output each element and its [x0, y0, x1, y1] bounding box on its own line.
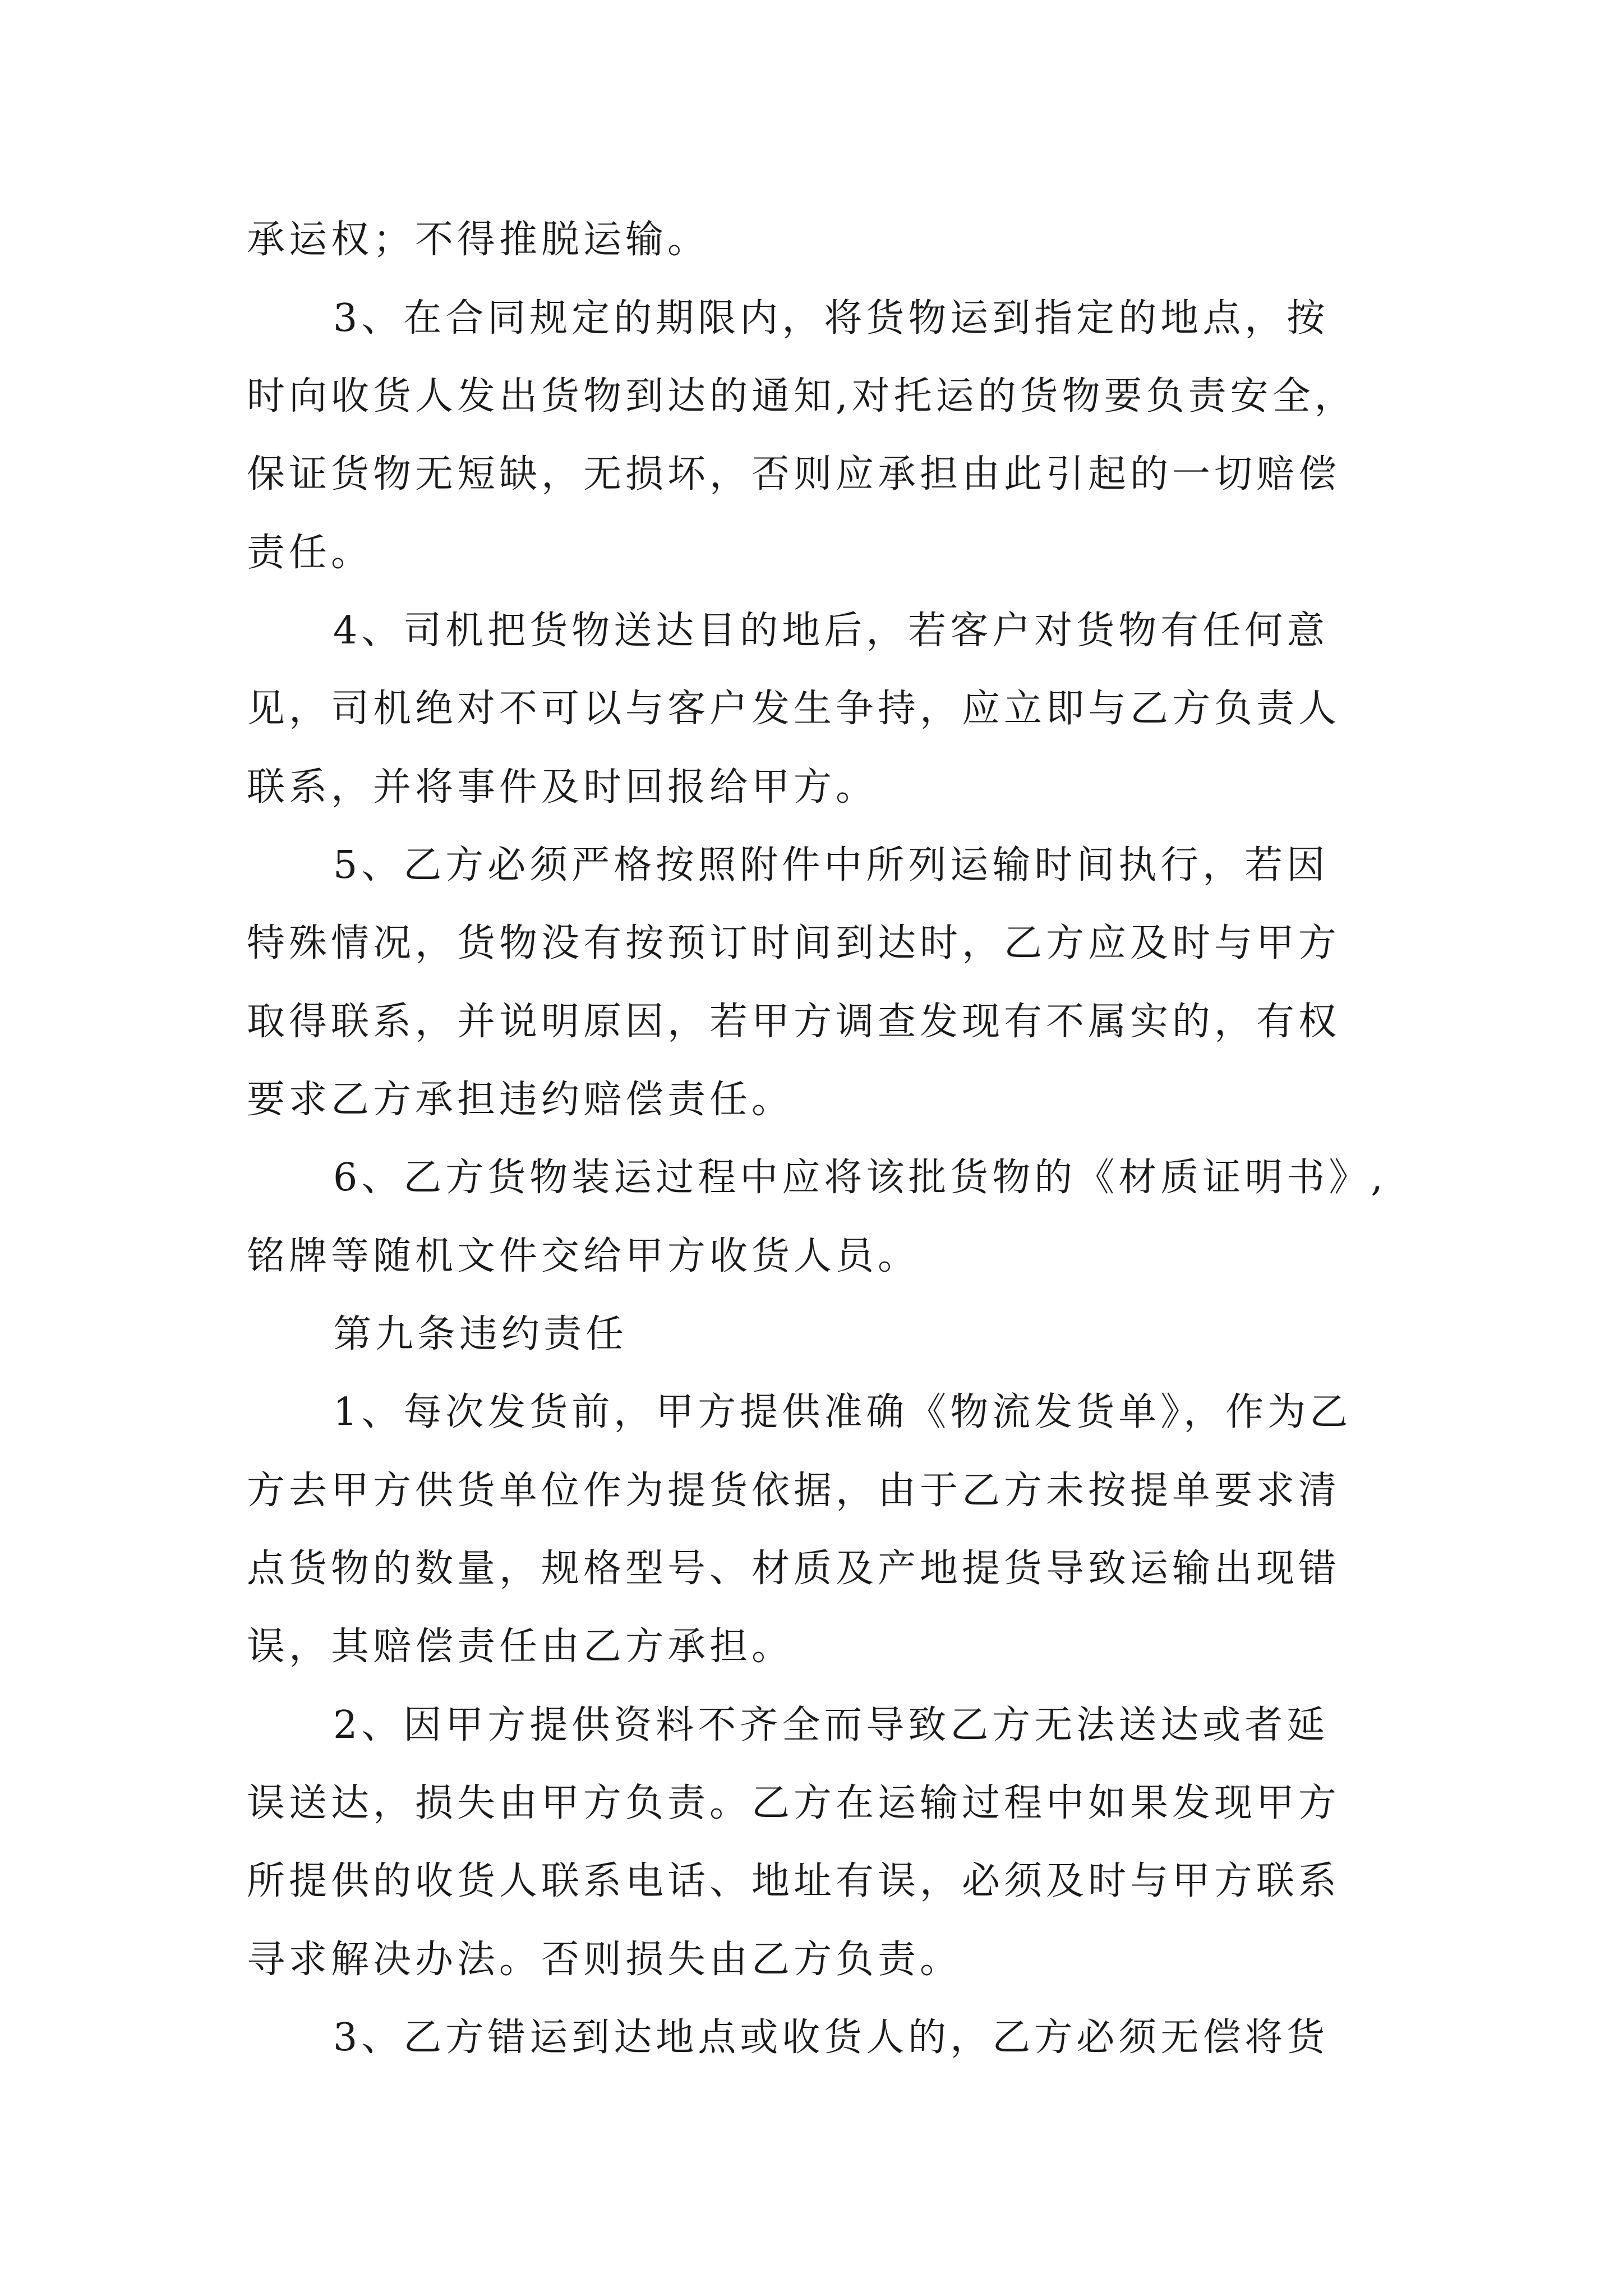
text-line-11: 取得联系，并说明原因，若甲方调查发现有不属实的，有权 [247, 1000, 1341, 1044]
text-line-14: 铭牌等随机文件交给甲方收货人员。 [247, 1234, 920, 1278]
text-line-20: 2、因甲方提供资料不齐全而导致乙方无法送达或者延 [333, 1703, 1329, 1747]
text-line-12: 要求乙方承担违约赔偿责任。 [247, 1078, 794, 1122]
text-line-2: 3、在合同规定的期限内，将货物运到指定的地点，按 [333, 296, 1329, 341]
text-line-7: 见，司机绝对不可以与客户发生争持，应立即与乙方负责人 [247, 687, 1341, 731]
text-line-19: 误，其赔偿责任由乙方承担。 [247, 1625, 794, 1669]
text-line-13: 6、乙方货物装运过程中应将该批货物的《材质证明书》, [333, 1156, 1387, 1200]
text-line-18: 点货物的数量，规格型号、材质及产地提货导致运输出现错 [247, 1547, 1341, 1591]
section-heading: 第九条违约责任 [333, 1312, 628, 1356]
text-line-17: 方去甲方供货单位作为提货依据，由于乙方未按提单要求清 [247, 1469, 1341, 1513]
text-line-1: 承运权；不得推脱运输。 [247, 218, 710, 262]
text-line-8: 联系，并将事件及时回报给甲方。 [247, 765, 878, 809]
text-line-22: 所提供的收货人联系电话、地址有误，必须及时与甲方联系 [247, 1859, 1341, 1903]
text-line-4: 保证货物无短缺，无损坏，否则应承担由此引起的一切赔偿 [247, 452, 1341, 496]
text-line-6: 4、司机把货物送达目的地后，若客户对货物有任何意 [333, 609, 1329, 653]
text-line-23: 寻求解决办法。否则损失由乙方负责。 [247, 1938, 962, 1982]
text-line-10: 特殊情况，货物没有按预订时间到达时，乙方应及时与甲方 [247, 921, 1341, 965]
text-line-3: 时向收货人发出货物到达的通知,对托运的货物要负责安全， [247, 374, 1357, 418]
text-line-16: 1、每次发货前，甲方提供准确《物流发货单》，作为乙 [333, 1390, 1352, 1434]
text-line-21: 误送达，损失由甲方负责。乙方在运输过程中如果发现甲方 [247, 1781, 1341, 1825]
text-line-5: 责任。 [247, 531, 374, 575]
text-line-24: 3、乙方错运到达地点或收货人的，乙方必须无偿将货 [333, 2016, 1329, 2060]
text-line-9: 5、乙方必须严格按照附件中所列运输时间执行，若因 [333, 843, 1329, 887]
